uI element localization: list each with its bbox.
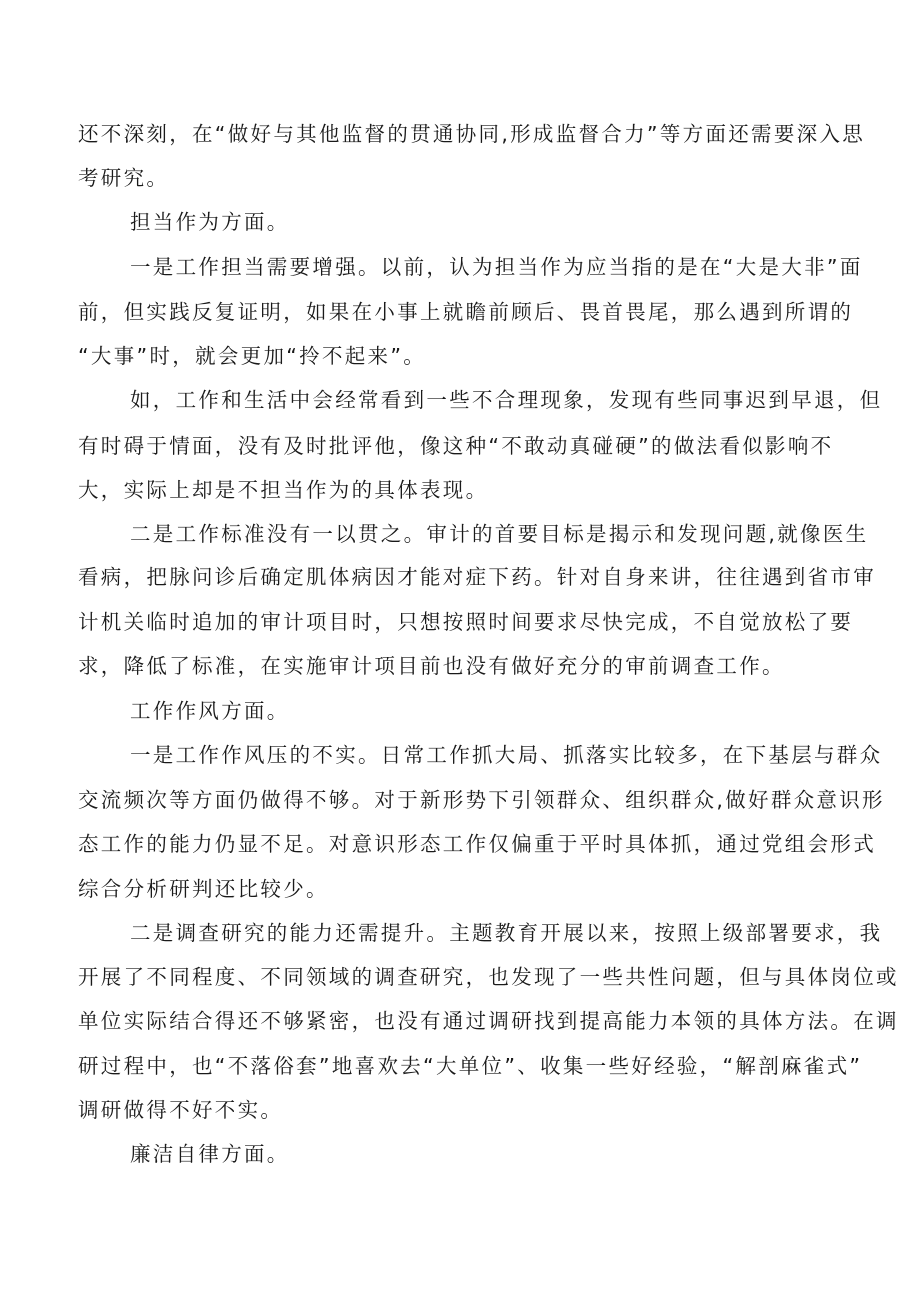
paragraph-line: 考研究。 [78,166,170,190]
paragraph-line: 开展了不同程度、不同领域的调查研究，也发现了一些共性问题，但与具体岗位或 [78,965,899,989]
section-heading: 工作作风方面。 [130,699,290,723]
section-heading: 廉洁自律方面。 [130,1142,290,1166]
paragraph-line: 综合分析研判还比较少。 [78,877,329,901]
paragraph-line: 大，实际上却是不担当作为的具体表现。 [78,478,489,502]
paragraph-line: “大事”时，就会更加“拎不起来”。 [78,344,427,368]
paragraph-line: 二是调查研究的能力还需提升。主题教育开展以来，按照上级部署要求，我 [130,921,883,945]
paragraph-line: 看病，把脉问诊后确定肌体病因才能对症下药。针对自身来讲，往往遇到省市审 [78,565,876,589]
paragraph-line: 计机关临时追加的审计项目时，只想按照时间要求尽快完成，不自觉放松了要 [78,610,854,634]
paragraph-line: 前，但实践反复证明，如果在小事上就瞻前顾后、畏首畏尾，那么遇到所谓的 [78,300,854,324]
paragraph-line: 二是工作标准没有一以贯之。审计的首要目标是揭示和发现问题,就像医生 [130,522,869,546]
paragraph-line: 如，工作和生活中会经常看到一些不合理现象，发现有些同事迟到早退，但 [130,388,883,412]
paragraph-line: 单位实际结合得还不够紧密，也没有通过调研找到提高能力本领的具体方法。在调 [78,1009,899,1033]
paragraph-line: 还不深刻，在“做好与其他监督的贯通协同,形成监督合力”等方面还需要深入思 [78,122,866,146]
paragraph-line: 一是工作作风压的不实。日常工作抓大局、抓落实比较多，在下基层与群众 [130,743,883,767]
paragraph-line: 研过程中，也“不落俗套”地喜欢去“大单位”、收集一些好经验，“解剖麻雀式” [78,1054,863,1078]
paragraph-line: 交流频次等方面仍做得不够。对于新形势下引领群众、组织群众,做好群众意识形 [78,788,885,812]
paragraph-line: 一是工作担当需要增强。以前，认为担当作为应当指的是在“大是大非”面 [130,255,863,279]
paragraph-line: 调研做得不好不实。 [78,1098,284,1122]
paragraph-line: 态工作的能力仍显不足。对意识形态工作仅偏重于平时具体抓，通过党组会形式 [78,832,876,856]
paragraph-line: 有时碍于情面，没有及时批评他，像这种“不敢动真碰硬”的做法看似影响不 [78,434,834,458]
paragraph-line: 求，降低了标准，在实施审计项目前也没有做好充分的审前调查工作。 [78,654,785,678]
section-heading: 担当作为方面。 [130,210,290,234]
